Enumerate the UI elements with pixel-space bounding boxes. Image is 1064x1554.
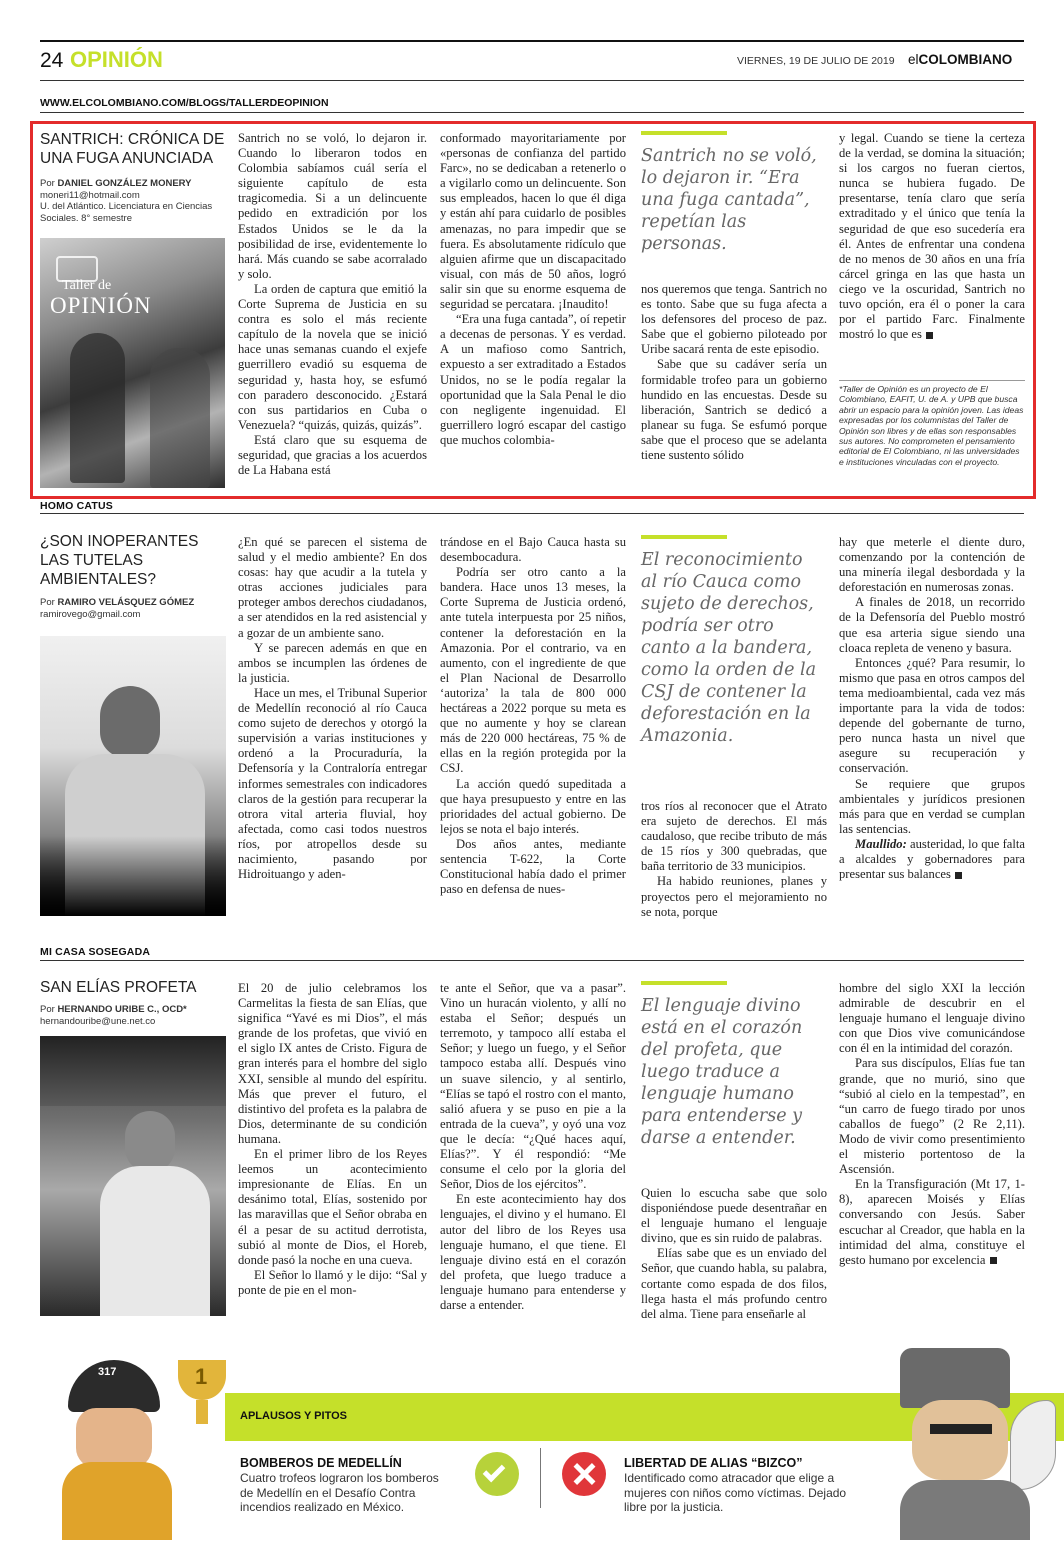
logo-main: COLOMBIANO bbox=[918, 52, 1013, 67]
paragraph: Se requiere que grupos ambientales y jurídicos presionen más para que en verdad se cumplan las sentencias. bbox=[839, 776, 1025, 836]
pito-title: LIBERTAD DE ALIAS “BIZCO” bbox=[624, 1456, 803, 1470]
paragraph: Santrich no se voló, lo dejaron ir. Cuando lo liberaron todos en Colombia sabíamos cuál sería el siguiente capítulo de esta tragicomedia. Si a un delincuente pedido en extradición por los Estados Unidos se le da la posibilidad de irse, evidentemente lo hará. Más cuando se sabe acorralado y solo. bbox=[238, 131, 427, 281]
article2-col3 bbox=[641, 799, 827, 919]
paragraph: Elías sabe que es un enviado del Señor, que cuando habla, su palabra, cortante como espada de dos filos, llega hasta el más profundo centro del alma. Tiene para enseñarle al bbox=[641, 1246, 827, 1321]
article3-col3 bbox=[641, 1186, 827, 1356]
photo-label-small: Taller de bbox=[62, 278, 112, 293]
maullido-text: austeridad, lo que falta a alcaldes y gobernadores para presentar sus balances bbox=[839, 836, 1025, 882]
author-name: HERNANDO URIBE C., OCD* bbox=[57, 1004, 187, 1015]
author-photo bbox=[40, 1036, 226, 1316]
paragraph: Entonces ¿qué? Para resumir, lo mismo que pasa en otros campos del tema medioambiental, cada vez más importante para la vida de todos: depende del gobernante de turno, pero nunca hasta un nivel que asegure su recuperación y conservación. bbox=[839, 655, 1025, 776]
paragraph: hombre del siglo XXI la lección admirable de descubrir en el lenguaje humano el lenguaje divino con que Dios vive comunicándose con él en la intimidad del corazón. bbox=[839, 981, 1025, 1056]
taller-opinion-photo bbox=[40, 238, 225, 488]
face bbox=[912, 1400, 1008, 1480]
aplausos-title: APLAUSOS Y PITOS bbox=[240, 1410, 347, 1422]
end-mark-icon bbox=[955, 872, 962, 879]
trophy-number: 1 bbox=[195, 1364, 208, 1389]
author-affiliation: U. del Atlántico. Licenciatura en Ciencias Sociales. 8° semestre bbox=[40, 201, 213, 224]
header-rule bbox=[40, 80, 1024, 81]
pirate-cartoon bbox=[870, 1340, 1060, 1540]
paragraph: hay que meterle el diente duro, comenzando por la contención de una minería ilegal desbordada y la deforestación en numerosas zonas. bbox=[839, 535, 1025, 595]
article2-col4 bbox=[839, 535, 1025, 919]
blog-url[interactable]: WWW.ELCOLOMBIANO.COM/BLOGS/TALLERDEOPINION bbox=[40, 97, 329, 109]
author-name: RAMIRO VELÁSQUEZ GÓMEZ bbox=[57, 597, 195, 608]
article2-byline bbox=[40, 597, 230, 609]
author-email[interactable]: moneri11@hotmail.com bbox=[40, 190, 140, 201]
pull-quote-bar bbox=[641, 535, 727, 539]
article2-section: HOMO CATUS bbox=[40, 500, 113, 512]
article1-pull-quote: Santrich no se voló, lo dejaron ir. “Era una fuga cantada”, repetían las personas. bbox=[641, 146, 817, 254]
eyepatch-icon bbox=[930, 1424, 992, 1434]
article1-col2 bbox=[440, 131, 626, 489]
paragraph: Dos años antes, mediante sentencia T-622, la Corte Constitucional había dado el primer paso en defensa de nues- bbox=[440, 836, 626, 897]
paragraph: A finales de 2018, un recorrido de la Defensoría del Pueblo mostró que esa arteria sigue siendo una cloaca repleta de veneno y basura. bbox=[839, 595, 1025, 655]
top-rule bbox=[40, 40, 1024, 42]
check-icon bbox=[475, 1452, 519, 1496]
paragraph: Ha habido reuniones, planes y proyectos pero el mejoramiento no se nota, porque bbox=[641, 874, 827, 919]
paragraph: tros ríos al reconocer que el Atrato era sujeto de derechos. El más caudaloso, que recibe tributo de más de 15 ríos y 300 quebradas, que baña territorio de 33 municipios. bbox=[641, 799, 827, 874]
trophy-stem bbox=[196, 1400, 208, 1424]
shirt bbox=[900, 1480, 1030, 1540]
article1-col3 bbox=[641, 282, 827, 490]
shadow bbox=[40, 836, 226, 916]
aplauso-text: Cuatro trofeos lograron los bomberos de Medellín en el Desafío Contra incendios realizado en México. bbox=[240, 1471, 439, 1514]
cap-icon bbox=[900, 1348, 1010, 1408]
paragraph: El 20 de julio celebramos los Carmelitas la fiesta de san Elías, que significa “Yavé es mi Dios”, el más grande de los profetas, que vivió en el siglo IX antes de Cristo. Figura de gran interés para el hombre del siglo XXI, sensible al mundo del espíritu. Más que prever el futuro, el distintivo del profeta es la palabra de Dios, determinante de su condición humana. bbox=[238, 981, 427, 1146]
article3-col4 bbox=[839, 981, 1025, 1359]
paragraph: El Señor lo llamó y le dijo: “Sal y ponte de pie en el mon- bbox=[238, 1267, 427, 1297]
paragraph: Podría ser otro canto a la bandera. Hace unos 13 meses, la Corte Suprema de Justicia ordenó, ante tutela interpuesta por 25 niños, contener la deforestación en la Amazonia. Por el contrario, va en aumento, con el ingrediente de que el Plan Nacional de Desarrollo ‘autoriza’ la tala de 800 000 hectáreas a 2022 porque su meta es que no aumente y hoy se clarean más de 220 000 hectáreas, 75 % de ellas en la región protegida por la CSJ. bbox=[440, 565, 626, 776]
article3-rule bbox=[40, 960, 1024, 961]
section-title: OPINIÓN bbox=[70, 47, 163, 72]
author-name: DANIEL GONZÁLEZ MONERY bbox=[57, 178, 192, 189]
article3-headline: SAN ELÍAS PROFETA bbox=[40, 979, 197, 996]
article1-col1 bbox=[238, 131, 427, 489]
maullido-label: Maullido: bbox=[855, 836, 907, 851]
blurred-person bbox=[150, 348, 210, 488]
pull-quote-bar bbox=[641, 981, 727, 985]
article3-section: MI CASA SOSEGADA bbox=[40, 946, 151, 958]
author-email[interactable]: ramirovego@gmail.com bbox=[40, 609, 141, 620]
article3-col2 bbox=[440, 981, 626, 1359]
article2-pull-quote: El reconocimiento al río Cauca como sujeto de derechos, podría ser otro canto a la bandera, como la orden de la CSJ de contener la deforestación en la Amazonia. bbox=[641, 550, 817, 746]
by-label: Por bbox=[40, 1004, 55, 1015]
newspaper-logo bbox=[908, 52, 1012, 67]
article3-pull-quote: El lenguaje divino está en el corazón del profeta, que luego traduce a lenguaje humano para entenderse y darse a entender. bbox=[641, 996, 803, 1148]
paragraph: En el primer libro de los Reyes leemos un acontecimiento impresionante de Elías. En un desánimo total, Elías, sostenido por las maravillas que el Señor obraba en él a pesar de su actitud derrotista, subió al monte de Dios, el Horeb, donde pasó la noche en una cueva. bbox=[238, 1147, 427, 1267]
article2-col1 bbox=[238, 535, 427, 919]
paragraph: nos queremos que tenga. Santrich no es tonto. Sabe que su fuga afecta a los defensores del proceso de paz. Sabe que el gobierno piloteado por Uribe sacará renta de este episodio. bbox=[641, 282, 827, 357]
paragraph: Sabe que su cadáver sería un formidable trofeo para un gobierno hundido en las encuestas. Desde su liberación, Santrich se dedicó a planear su fuga. Se esfumó porque sabe que el proceso que se adelanta tiene sustento sólido bbox=[641, 357, 827, 463]
jacket bbox=[62, 1462, 172, 1540]
paragraph: En la Transfiguración (Mt 17, 1-8), aparecen Moisés y Elías conversando con Jesús. Saber escuchar al Creador, que habla en la intimidad del alma, constituye el gesto humano por excelencia bbox=[839, 1177, 1025, 1267]
roof bbox=[40, 1036, 226, 1106]
pull-quote-bar bbox=[641, 131, 727, 135]
article2-rule bbox=[40, 513, 1024, 514]
aplauso-title: BOMBEROS DE MEDELLÍN bbox=[240, 1456, 402, 1470]
paragraph: ¿En qué se parecen el sistema de salud y el medio ambiente? En dos cosas: hay que acudir a la tutela y otras acciones judiciales para proteger ambos derechos ciudadanos, a ser atendidos en la red asistencial y a gozar de un ambiente sano. bbox=[238, 535, 427, 640]
end-mark-icon bbox=[990, 1257, 997, 1264]
author-photo bbox=[40, 636, 226, 916]
by-label: Por bbox=[40, 178, 55, 189]
paragraph: Está claro que su esquema de seguridad, que gracias a los acuerdos de La Habana está bbox=[238, 432, 427, 478]
page-number: 24 bbox=[40, 49, 64, 72]
author-head bbox=[100, 686, 160, 758]
face bbox=[76, 1408, 152, 1468]
cross-icon bbox=[562, 1452, 606, 1496]
article1-col4 bbox=[839, 131, 1025, 377]
by-label: Por bbox=[40, 597, 55, 608]
author-email[interactable]: hernandouribe@une.net.co bbox=[40, 1016, 156, 1027]
wing-icon bbox=[1010, 1400, 1056, 1490]
article1-byline bbox=[40, 178, 230, 190]
article2-headline: ¿SON INOPERANTES LAS TUTELAS AMBIENTALES? bbox=[40, 533, 199, 588]
article3-byline bbox=[40, 1004, 230, 1016]
divider bbox=[540, 1448, 541, 1508]
firefighter-cartoon bbox=[40, 1350, 230, 1540]
issue-date: VIERNES, 19 DE JULIO DE 2019 bbox=[737, 55, 895, 67]
paragraph: En este acontecimiento hay dos lenguajes, el divino y el humano. El autor del libro de los Reyes usa lenguaje humano, el que tiene. El lenguaje divino está en el corazón del profeta, que luego traduce a lenguaje humano para entenderse y darse a entender. bbox=[440, 1192, 626, 1312]
paragraph: Quien lo escucha sabe que solo disponiéndose puede desentrañar en el lenguaje humano el lenguaje divino, que es sin ruido de palabras. bbox=[641, 1186, 827, 1246]
blurred-person bbox=[70, 333, 125, 483]
paragraph: y legal. Cuando se tiene la certeza de la verdad, se domina la situación; si los cargos no fueran ciertos, nunca se hubiera fugado. De presentarse, tenía claro que sería extraditado y el único que tenía la seguridad de que eso sucedería era él. Antes de enfrentar una condena de no menos de 30 años en una fría cárcel gringa en las que hasta un ciego ve la oscuridad, Santrich no tuvo opción, era él o poner la cara por el partido Farc. Finalmente mostró lo que es bbox=[839, 131, 1025, 342]
article1-headline: SANTRICH: CRÓNICA DE UNA FUGA ANUNCIADA bbox=[40, 131, 225, 167]
paragraph: “Era una fuga cantada”, oí repetir a decenas de personas. Y es verdad. A un mafioso como Santrich, expuesto a ser extraditado a Estados Unidos, no se le podía regalar la oportunidad que la Sala Penal le dio con negligente ingenuidad. El guerrillero logró escapar del castigo que muchos colombia- bbox=[440, 312, 626, 447]
end-mark-icon bbox=[926, 332, 933, 339]
paragraph: Y se parecen además en que en ambos se incumplen las órdenes de la justicia. bbox=[238, 640, 427, 685]
paragraph: conformado mayoritariamente por «personas de confianza del partido Farc», no se dedicaban a retenerlo o a vigilarlo como un delincuente. Son sus empleados, hacen lo que él diga y están ahí para cuidarlo de posibles amenazas, no para impedir que se fuera. Es absolutamente ridículo que alguien afirme que un discapacitado visual, con más de 50 años, logró salir sin que su enorme esquema de seguridad se percatara. ¡Inaudito! bbox=[440, 131, 626, 312]
paragraph: Para sus discípulos, Elías fue tan grande, que no murió, sino que “subió al cielo en la tempestad”, en “un carro de fuego tirado por unos caballos de fuego” (2 Re 2,11). Modo de vivir como presentimiento el misterio portentoso de la Ascensión. bbox=[839, 1056, 1025, 1177]
paragraph: La orden de captura que emitió la Corte Suprema de Justicia en su contra es solo el más reciente capítulo de la novela que se inició hace unas semanas cuando el exjefe guerrillero evadió su esquema de seguridad y, hasta hoy, se esfumó con paradero desconocido. ¿Estará con sus partidarios en Cuba o Venezuela? “quizás, quizás, quizás”. bbox=[238, 281, 427, 432]
paragraph: Hace un mes, el Tribunal Superior de Medellín reconoció al río Cauca como sujeto de derechos y otorgó la supervisión a varias instituciones y ordenó a la Procuraduría, la Defensoría y la Contraloría entregar informes semestrales con indicadores claros de la gestión para recuperar la otrora vital arteria fluvial, hoy afectada, como casi todos nuestros ríos, por atropellos desde su nacimiento, pasando por Hidroituango y aden- bbox=[238, 685, 427, 882]
paragraph: La acción quedó supeditada a que haya presupuesto y entre en las prioridades del actual gobierno. De lejos se nota el bajo interés. bbox=[440, 776, 626, 836]
author-head bbox=[125, 1111, 175, 1173]
helmet-number: 317 bbox=[98, 1366, 117, 1378]
article2-col2 bbox=[440, 535, 626, 919]
taller-note: *Taller de Opinión es un proyecto de El Colombiano, EAFIT, U. de A. y UPB que busca abrir un espacio para la opinión joven. Las ideas expresadas por los columnistas del Taller de Opinión son libres y de ellas son responsables sus autores. No comprometen el pensamiento editorial de El Colombiano, ni las universidades e instituciones vinculadas con el proyecto. bbox=[839, 384, 1024, 467]
photo-label-large: OPINIÓN bbox=[50, 293, 152, 318]
article3-col1 bbox=[238, 981, 427, 1359]
pito-text: Identificado como atracador que elige a mujeres con niños como víctimas. Dejado libre por la justicia. bbox=[624, 1471, 847, 1514]
paragraph: te ante el Señor, que va a pasar”. Vino un huracán violento, y allí no estaba el Señor; después un terremoto, y tampoco allí estaba el Señor; y luego un fuego, y el Señor tampoco estaba allí. Después vino un suave silencio, y al sentirlo, “Elías se tapó el rostro con el manto, salió afuera y se puso en pie a la entrada de la cueva”, y oyó una voz que le decía: “¿Qué haces aquí, Elías?”. Y él respondió: “Me consume el celo por la gloria del Señor, Dios de los ejércitos”. bbox=[440, 981, 626, 1192]
paragraph: trándose en el Bajo Cauca hasta su desembocadura. bbox=[440, 535, 626, 565]
author-shirt bbox=[100, 1166, 210, 1316]
url-rule bbox=[40, 112, 1024, 113]
logo-prefix: el bbox=[908, 52, 919, 67]
note-rule bbox=[839, 380, 1025, 381]
